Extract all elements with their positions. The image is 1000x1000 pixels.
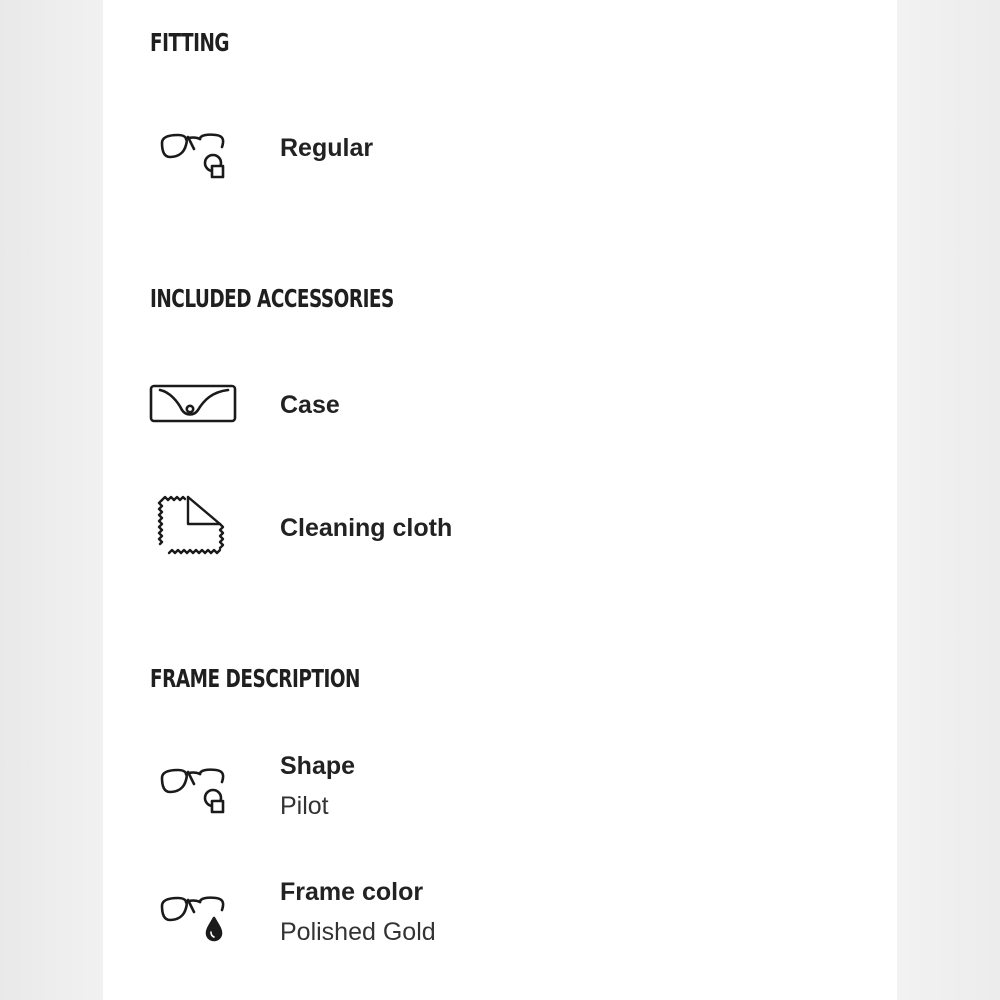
cleaning-cloth-icon: [148, 490, 238, 560]
section-title-frame-description: FRAME DESCRIPTION: [150, 664, 360, 693]
frame-shape-label: Shape: [280, 752, 356, 780]
accessory-cleaning-cloth-label: Cleaning cloth: [280, 514, 453, 542]
frame-color-value: Polished Gold: [280, 918, 436, 946]
glasses-color-icon: [148, 878, 238, 948]
product-details-panel: [103, 0, 897, 1000]
section-title-included-accessories: INCLUDED ACCESSORIES: [150, 284, 394, 313]
case-icon: [148, 368, 238, 438]
accessory-case-label: Case: [280, 391, 340, 419]
glasses-shape-icon: [148, 750, 238, 820]
frame-shape-value: Pilot: [280, 792, 329, 820]
frame-color-label: Frame color: [280, 878, 424, 906]
fitting-regular-label: Regular: [280, 134, 374, 162]
glasses-fit-icon: [148, 115, 238, 185]
section-title-fitting: FITTING: [150, 28, 230, 57]
